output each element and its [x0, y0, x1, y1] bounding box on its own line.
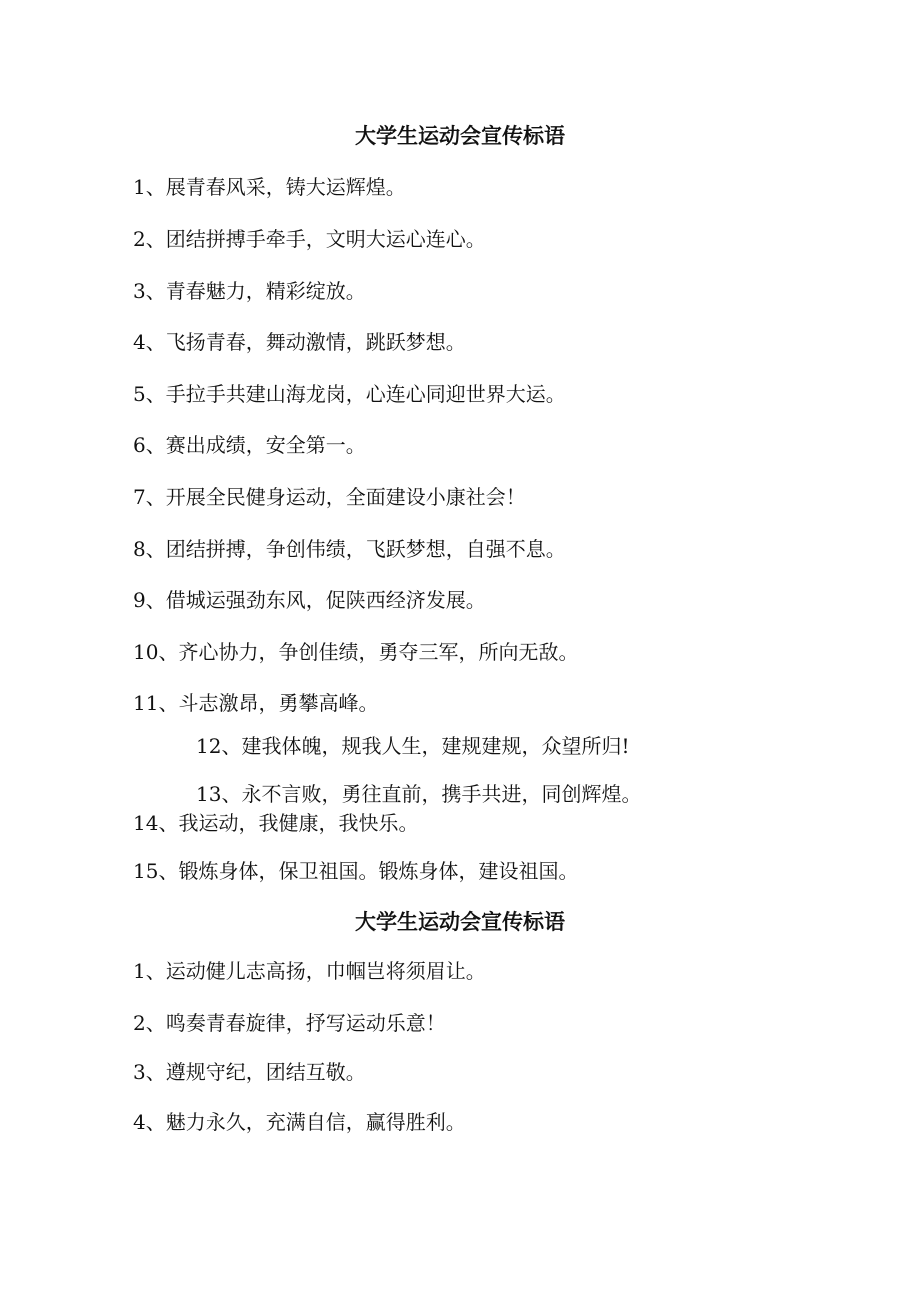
- slogan-line: 13、永不言败，勇往直前，携手共进，同创辉煌。: [196, 782, 642, 806]
- section-title: 大学生运动会宣传标语: [355, 910, 565, 934]
- slogan-line: 1、展青春风采，铸大运辉煌。: [133, 175, 406, 199]
- slogan-line: 12、建我体魄，规我人生，建规建规，众望所归!: [196, 734, 630, 758]
- slogan-line: 3、青春魅力，精彩绽放。: [133, 279, 366, 303]
- slogan-line: 2、鸣奏青春旋律，抒写运动乐意！: [133, 1011, 446, 1035]
- slogan-line: 1、运动健儿志高扬，巾帼岂将须眉让。: [133, 959, 486, 983]
- slogan-line: 11、斗志激昂，勇攀高峰。: [133, 691, 379, 715]
- slogan-line: 8、团结拼搏，争创伟绩，飞跃梦想，自强不息。: [133, 537, 566, 561]
- slogan-line: 3、遵规守纪，团结互敬。: [133, 1060, 366, 1084]
- slogan-line: 4、飞扬青春，舞动激情，跳跃梦想。: [133, 330, 466, 354]
- slogan-line: 9、借城运强劲东风，促陕西经济发展。: [133, 588, 486, 612]
- slogan-line: 4、魅力永久，充满自信，赢得胜利。: [133, 1110, 466, 1134]
- section-title: 大学生运动会宣传标语: [355, 124, 565, 148]
- slogan-line: 14、我运动，我健康，我快乐。: [133, 811, 419, 835]
- slogan-line: 5、手拉手共建山海龙岗，心连心同迎世界大运。: [133, 382, 566, 406]
- slogan-line: 10、齐心协力，争创佳绩，勇夺三军，所向无敌。: [133, 640, 579, 664]
- slogan-line: 7、开展全民健身运动，全面建设小康社会！: [133, 485, 526, 509]
- slogan-line: 2、团结拼搏手牵手，文明大运心连心。: [133, 227, 486, 251]
- slogan-line: 6、赛出成绩，安全第一。: [133, 433, 366, 457]
- slogan-line: 15、锻炼身体，保卫祖国。锻炼身体，建设祖国。: [133, 859, 579, 883]
